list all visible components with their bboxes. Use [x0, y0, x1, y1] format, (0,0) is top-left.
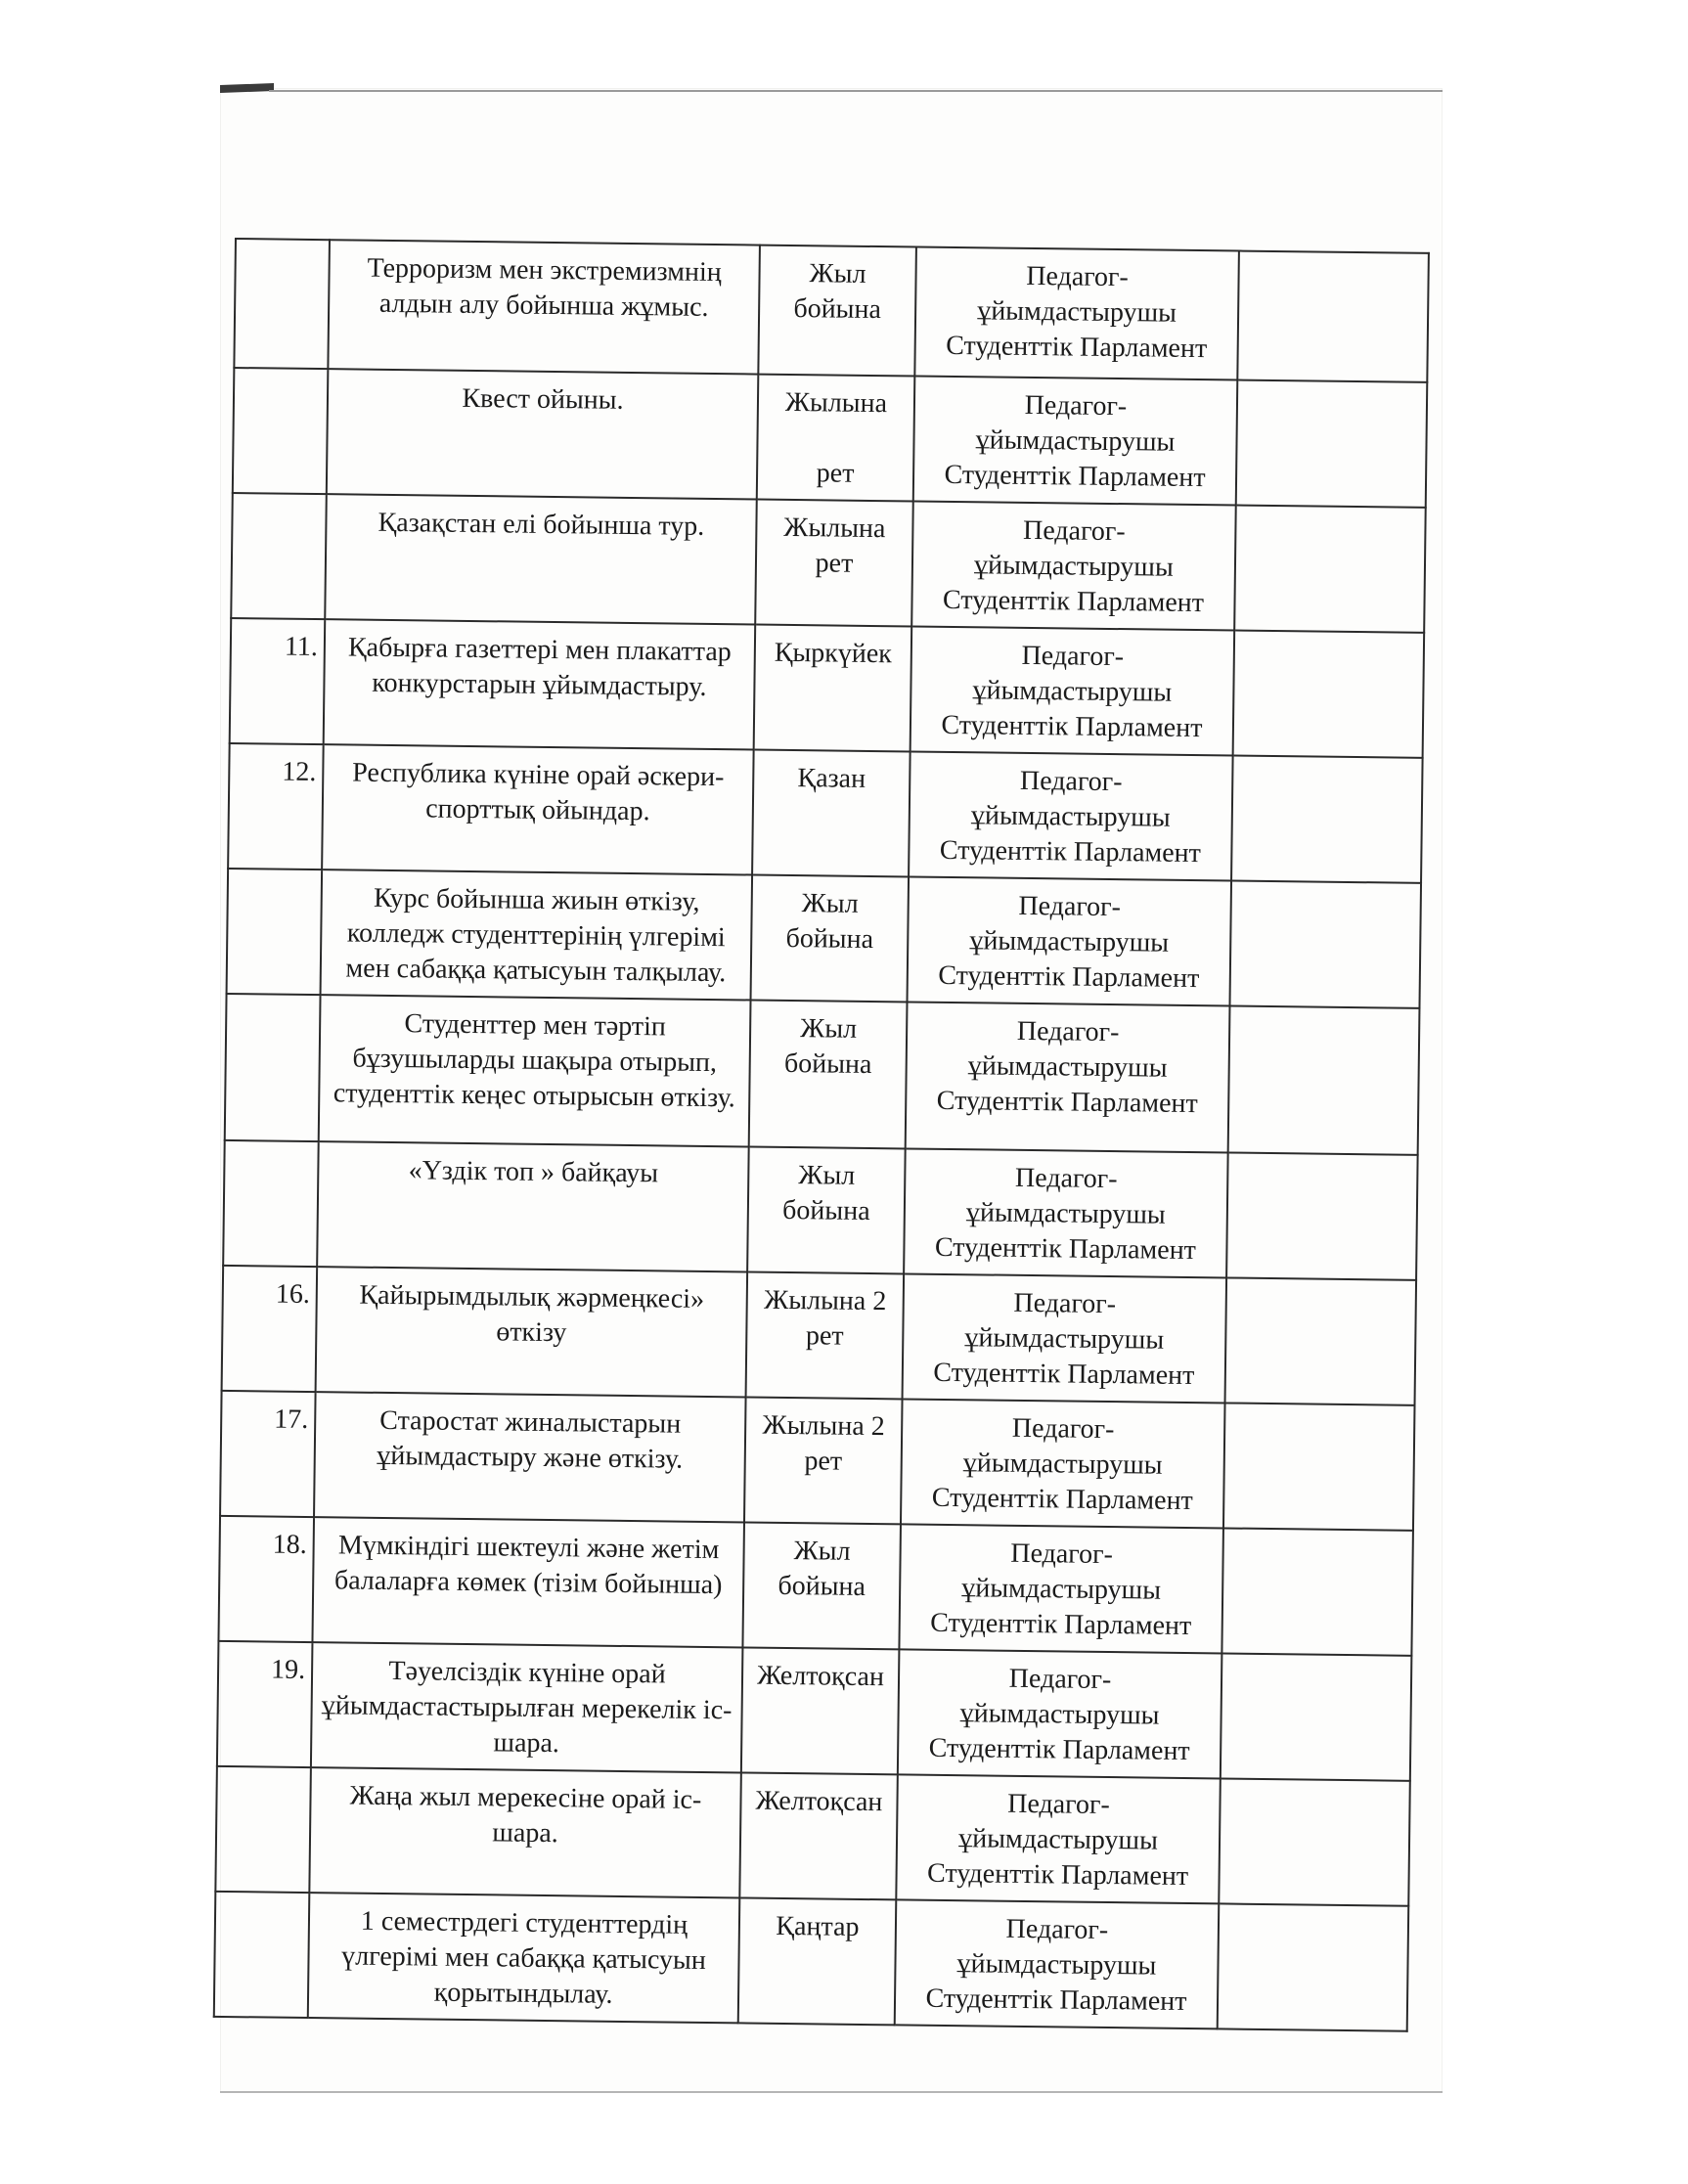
notes-cell [1225, 1277, 1417, 1404]
date-cell: Желтоқсан [741, 1647, 900, 1774]
event-cell: Қазақстан елі бойынша тур. [325, 494, 757, 624]
responsible-line: ұйымдастырушы [972, 675, 1173, 708]
notes-cell [1229, 880, 1421, 1007]
date-cell: Желтоқсан [739, 1772, 898, 1899]
responsible-line: Студенттік Парламент [946, 330, 1208, 365]
row-number: 12. [228, 743, 324, 869]
notes-cell [1234, 506, 1426, 633]
responsible-cell [899, 1524, 1223, 1653]
responsible-line: ұйымдастырушы [975, 424, 1176, 458]
notes-cell [1226, 1152, 1418, 1279]
notes-cell [1237, 251, 1429, 382]
table-row [225, 994, 1420, 1155]
responsible-line: Студенттік Парламент [944, 459, 1206, 494]
responsible-cell [896, 1774, 1221, 1903]
responsible-cell [909, 751, 1233, 880]
event-cell: «Үздік топ » байқауы [317, 1141, 749, 1271]
responsible-cell [895, 1899, 1220, 2028]
paper-bottom-edge [220, 2091, 1443, 2093]
responsible-line: ұйымдастырушы [958, 1823, 1159, 1856]
responsible-cell [904, 1148, 1228, 1277]
table-row [234, 239, 1429, 382]
responsible-cell [911, 501, 1236, 630]
date-cell: Жыл бойына [747, 1146, 906, 1273]
notes-cell [1222, 1528, 1413, 1655]
responsible-line: Студенттік Парламент [925, 1983, 1187, 2018]
responsible-line: ұйымдастырушы [964, 1322, 1165, 1356]
responsible-line: Педагог- [1010, 1538, 1114, 1571]
responsible-line: Педагог- [1014, 1162, 1118, 1195]
row-number [233, 368, 329, 494]
responsible-line: Студенттік Парламент [934, 1231, 1197, 1267]
row-number: 11. [230, 618, 326, 744]
table-row [231, 493, 1425, 633]
responsible-line: ұйымдастырушы [959, 1698, 1160, 1731]
responsible-line: ұйымдастырушы [962, 1448, 1163, 1481]
row-number: 17. [220, 1391, 316, 1517]
responsible-line: Студенттік Парламент [928, 1732, 1190, 1767]
table-row [228, 743, 1422, 883]
notes-cell [1236, 380, 1428, 508]
event-cell: Республика күніне орай әскери-спорттық ойындар. [322, 744, 754, 874]
row-number [223, 1140, 319, 1267]
table-row [217, 1641, 1411, 1781]
date-cell: Қаңтар [738, 1897, 897, 2025]
responsible-line: Педагог- [1021, 640, 1125, 673]
table-row [230, 618, 1424, 758]
row-number [214, 1892, 310, 2018]
responsible-line: ұйымдастырушы [977, 295, 1177, 329]
table-row [222, 1266, 1416, 1405]
event-cell: Тәуелсіздік күніне орай ұйымдастастырылған мерекелік іс-шара. [311, 1642, 743, 1772]
responsible-line: ұйымдастырушы [970, 800, 1171, 833]
responsible-line: Студенттік Парламент [931, 1482, 1193, 1517]
responsible-line: Педагог- [1018, 890, 1122, 923]
responsible-line: Педагог- [1011, 1412, 1115, 1446]
responsible-line: ұйымдастырушы [973, 550, 1174, 583]
event-cell: Квест ойыны. [327, 369, 759, 499]
responsible-line: ұйымдастырушы [967, 1050, 1168, 1084]
table-row [223, 1140, 1417, 1280]
date-cell: Қазан [752, 750, 911, 877]
row-number: 16. [222, 1266, 318, 1392]
responsible-cell [911, 626, 1235, 755]
row-number [234, 239, 330, 369]
notes-cell [1233, 631, 1425, 758]
responsible-cell [898, 1649, 1222, 1778]
event-cell: 1 семестрдегі студенттердің үлгерімі мен сабаққа қатысуын қорытындылау. [308, 1893, 740, 2023]
responsible-cell [906, 1002, 1230, 1152]
date-cell: Жыл бойына [749, 1001, 908, 1149]
event-cell: Мүмкіндігі шектеулі және жетім балаларға көмек (тізім бойынша) [312, 1517, 744, 1647]
row-number: 18. [218, 1516, 314, 1642]
row-number [227, 869, 323, 995]
notes-cell [1221, 1653, 1412, 1780]
responsible-cell [908, 876, 1232, 1005]
event-cell: Қайырымдылық жәрмеңкесі» өткізу [316, 1267, 748, 1397]
notes-cell [1231, 756, 1423, 883]
responsible-cell [914, 247, 1239, 380]
notes-cell [1219, 1778, 1410, 1905]
responsible-line: Педагог- [1008, 1663, 1112, 1696]
responsible-line: Педагог- [1016, 1015, 1120, 1048]
responsible-line: Педагог- [1007, 1788, 1110, 1821]
table-row [218, 1516, 1412, 1656]
responsible-cell [903, 1273, 1227, 1403]
date-cell: Жылына 2 рет [744, 1397, 903, 1524]
responsible-line: Педагог- [1005, 1913, 1109, 1946]
responsible-line: Студенттік Парламент [936, 1085, 1198, 1120]
responsible-cell [901, 1399, 1225, 1528]
row-number: 19. [217, 1641, 313, 1767]
responsible-line: ұйымдастырушы [969, 925, 1170, 958]
responsible-line: Педагог- [1013, 1287, 1117, 1320]
event-cell: Терроризм мен экстремизмнің алдын алу бойынша жұмыс. [328, 240, 760, 374]
notes-cell [1223, 1403, 1415, 1530]
responsible-line: Студенттік Парламент [930, 1607, 1192, 1642]
responsible-line: Студенттік Парламент [941, 709, 1203, 744]
notes-cell [1228, 1005, 1420, 1154]
table-row [227, 869, 1421, 1008]
date-cell: Қыркүйек [754, 625, 912, 752]
responsible-line: ұйымдастырушы [965, 1197, 1166, 1230]
date-cell: Жылына 2 рет [746, 1271, 905, 1399]
notes-cell [1218, 1903, 1409, 2030]
responsible-line: ұйымдастырушы [956, 1948, 1157, 1982]
responsible-line: ұйымдастырушы [961, 1573, 1162, 1606]
table-row [220, 1391, 1414, 1531]
responsible-line: Студенттік Парламент [938, 959, 1200, 995]
event-plan-table [213, 238, 1430, 2032]
responsible-line: Педагог- [1024, 389, 1128, 423]
table-row [233, 368, 1427, 508]
paper-top-edge [269, 90, 1443, 92]
event-cell: Студенттер мен тәртіп бұзушыларды шақыра отырып, студенттік кеңес отырысын өткізу. [319, 995, 751, 1146]
responsible-line: Студенттік Парламент [933, 1357, 1195, 1392]
date-cell: Жыл бойына [751, 875, 910, 1003]
responsible-line: Педагог- [1022, 514, 1126, 548]
table-row [214, 1892, 1408, 2031]
responsible-line: Студенттік Парламент [926, 1857, 1189, 1893]
row-number [231, 493, 327, 619]
event-cell: Жаңа жыл мерекесіне орай іс-шара. [309, 1767, 741, 1897]
date-cell: Жылына рет [757, 375, 915, 502]
responsible-line: Педагог- [1019, 765, 1123, 798]
event-cell: Курс бойынша жиын өткізу, колледж студенттерінің үлгерімі мен сабаққа қатысуын талқылау. [321, 869, 753, 1000]
date-cell: Жылына рет [755, 500, 913, 627]
table-row [215, 1766, 1409, 1906]
responsible-line: Студенттік Парламент [939, 834, 1202, 869]
event-cell: Қабырға газеттері мен плакаттар конкурстарын ұйымдастыру. [324, 619, 756, 749]
row-number [215, 1766, 311, 1893]
date-cell: Жыл бойына [758, 245, 916, 377]
event-cell: Старостат жиналыстарын ұйымдастыру және өткізу. [314, 1392, 746, 1522]
responsible-line: Педагог- [1026, 260, 1130, 293]
responsible-line: Студенттік Парламент [942, 584, 1205, 619]
responsible-cell [913, 377, 1238, 506]
row-number [225, 994, 321, 1141]
date-cell: Жыл бойына [742, 1522, 901, 1649]
